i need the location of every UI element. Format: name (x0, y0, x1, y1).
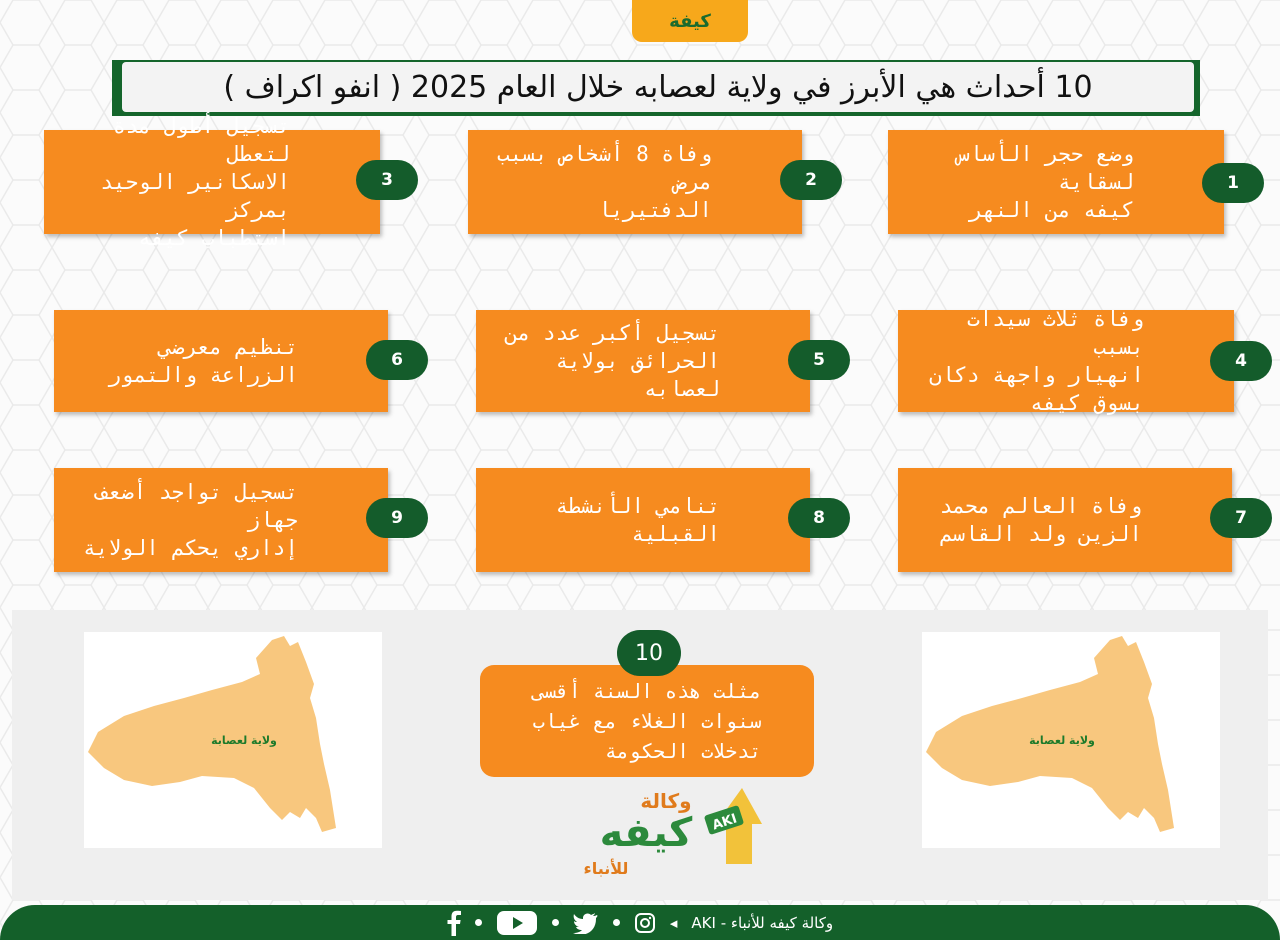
map-right (922, 632, 1220, 848)
map-left (84, 632, 382, 848)
event-number-1: 1 (1202, 163, 1264, 203)
event-number-7: 7 (1210, 498, 1272, 538)
featured-event-text: مثلت هذه السنة أقسى سنوات الغلاء مع غياب تدخلات الحكومة (532, 679, 762, 763)
event-number-2: 2 (780, 160, 842, 200)
event-text-5: تسجيل أكبر عدد من الحرائق بولاية لعصابه (505, 321, 720, 401)
event-text-2: وفاة 8 أشخاص بسبب مرض الدفتيريا (497, 142, 712, 222)
map-label-right: ولاية لعصابة (1029, 734, 1095, 747)
event-number-3: 3 (356, 160, 418, 200)
event-card-9 (54, 468, 388, 572)
event-number-6: 6 (366, 340, 428, 380)
event-number-9: 9 (366, 498, 428, 538)
separator-dot (475, 919, 482, 926)
top-logo (632, 0, 748, 42)
separator-dot (613, 919, 620, 926)
separator-dot (552, 919, 559, 926)
event-card-6 (54, 310, 388, 412)
featured-event-number: 10 (617, 630, 681, 676)
youtube-icon[interactable] (496, 910, 538, 936)
map-shape-left (84, 632, 382, 848)
map-label-left: ولاية لعصابة (211, 734, 277, 747)
event-text-7: وفاة العالم محمد الزين ولد القاسم (939, 494, 1142, 546)
event-card-8 (476, 468, 810, 572)
event-text-8: تنامي الأنشطة القبلية (555, 494, 720, 546)
logo-top-word: وكالة (640, 789, 692, 813)
logo-badge: AKI (710, 811, 739, 834)
event-text-6: تنظيم معرضي الزراعة والتمور (108, 335, 298, 387)
logo-bottom-word: للأنباء (583, 859, 629, 878)
footer-agency-text: وكالة كيفه للأنباء - AKI (691, 913, 834, 932)
event-text-4: وفاة ثلاث سيدات بسبب انهيار واجهة دكان بسوق كيفه (929, 307, 1144, 415)
event-card-3 (44, 114, 380, 250)
event-card-4 (898, 307, 1234, 415)
page-title: 10 أحداث هي الأبرز في ولاية لعصابه خلال العام 2025 ( انفو اكراف ) (122, 62, 1194, 112)
agency-logo (546, 784, 766, 880)
twitter-icon[interactable] (573, 912, 599, 934)
event-number-5: 5 (788, 340, 850, 380)
instagram-icon[interactable] (634, 912, 656, 934)
event-number-4: 4 (1210, 341, 1272, 381)
event-card-5 (476, 310, 810, 412)
footer-arrow-icon: ◂ (669, 913, 678, 932)
footer-bar (0, 905, 1280, 940)
event-number-8: 8 (788, 498, 850, 538)
event-text-1: وضع حجر الأساس لسقاية كيفه من النهر (956, 142, 1134, 222)
facebook-icon[interactable] (447, 910, 461, 936)
logo-main-word: كيفه (599, 810, 693, 856)
event-card-7 (898, 468, 1232, 572)
event-text-3: تسجيل أطول مدة لتعطل الاسكانير الوحيد بمركز استطباب كيفه (100, 114, 290, 250)
event-card-1 (888, 130, 1224, 234)
map-shape-right (922, 632, 1220, 848)
event-card-2 (468, 130, 802, 234)
featured-event-card (480, 665, 814, 777)
top-logo-text: كيفة (669, 10, 711, 32)
event-text-9: تسجيل تواجد أضعف جهاز إداري يحكم الولاية (83, 480, 298, 560)
